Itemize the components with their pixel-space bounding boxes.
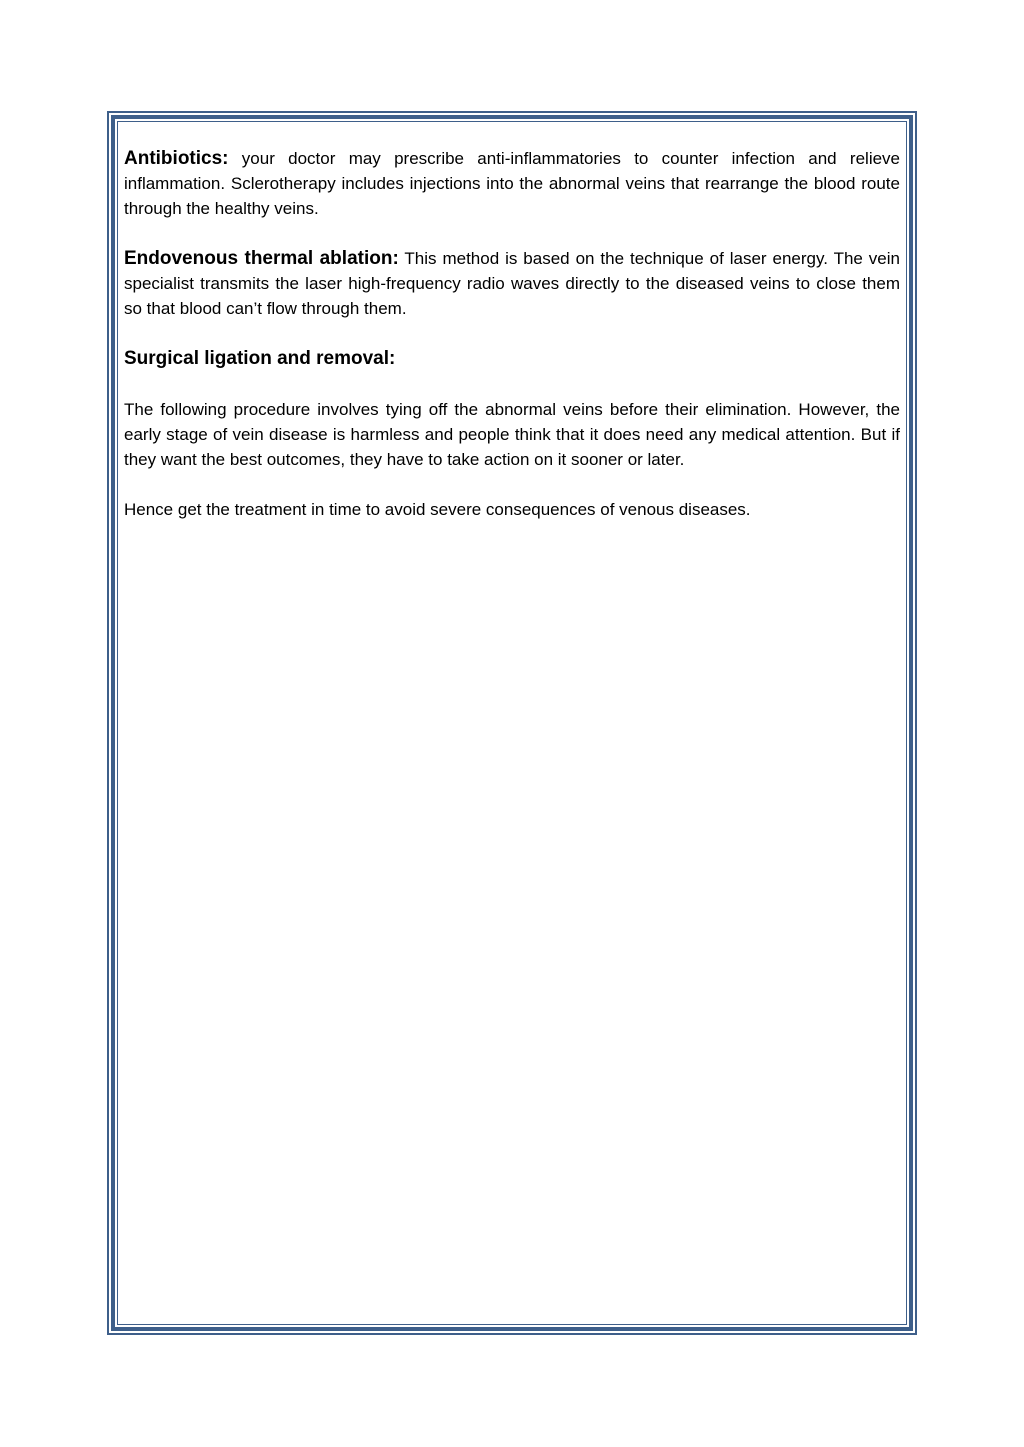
- antibiotics-text: your doctor may prescribe anti-inflammatories to counter infection and relieve inflammation. Sclerotherapy includes injections into the abnormal veins that rearrange the blood route through the healthy veins.: [124, 149, 900, 218]
- ablation-text: This method is based on the technique of laser energy. The vein specialist transmits the laser high-frequency radio waves directly to the diseased veins to close them so that blood can’t flow through them.: [124, 249, 900, 318]
- closing-paragraph: Hence get the treatment in time to avoid severe consequences of venous diseases.: [124, 500, 751, 519]
- ablation-label: Endovenous thermal ablation:: [124, 248, 399, 269]
- surgical-paragraph: The following procedure involves tying off the abnormal veins before their elimination. However, the early stage of vein disease is harmless and people think that it does need any medical attention. But if they want the best outcomes, they have to take action on it sooner or later.: [124, 400, 900, 469]
- ablation-paragraph: [124, 246, 900, 321]
- antibiotics-paragraph: [124, 146, 900, 221]
- surgical-heading: Surgical ligation and removal:: [124, 348, 396, 369]
- antibiotics-label: Antibiotics:: [124, 148, 229, 169]
- document-body: [124, 146, 900, 547]
